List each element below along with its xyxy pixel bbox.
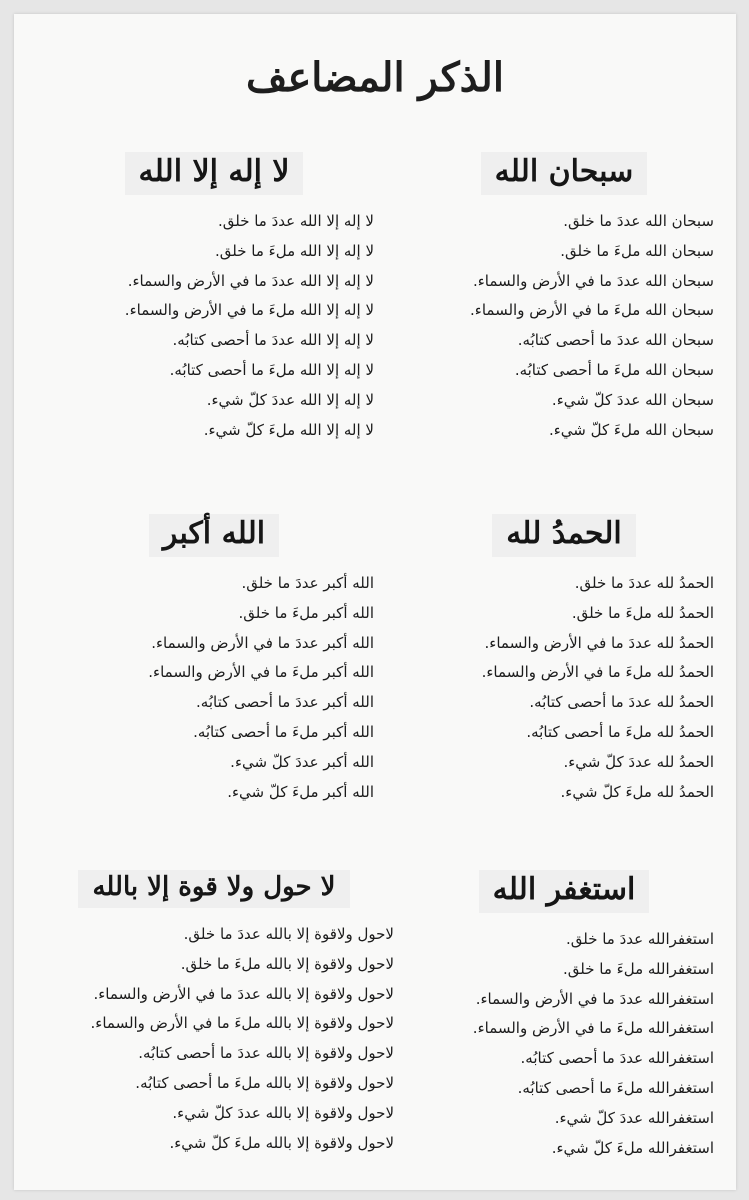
dhikr-list [414, 569, 714, 807]
dhikr-line: الله أكبر ملءَ ما أحصى كتابُه. [193, 722, 374, 741]
dhikr-list [34, 920, 394, 1158]
dhikr-line: لا إله إلا الله ملءَ ما أحصى كتابُه. [169, 360, 374, 379]
dhikr-line: الله أكبر ملءَ ما في الأرض والسماء. [148, 663, 374, 682]
dhikr-line: لاحول ولاقوة إلا بالله ملءَ ما في الأرض والسماء. [90, 1014, 394, 1033]
dhikr-line: الله أكبر عددَ كلّ شيء. [230, 752, 374, 771]
dhikr-line: سبحان الله عددَ ما في الأرض والسماء. [472, 271, 714, 290]
document-page [14, 14, 736, 1190]
dhikr-line: لا إله إلا الله عددَ ما خلق. [217, 212, 374, 230]
dhikr-line: استغفرالله ملءَ ما في الأرض والسماء. [472, 1019, 714, 1038]
section-la-hawla [34, 870, 394, 1158]
dhikr-line: الحمدُ لله ملءَ كلّ شيء. [560, 782, 714, 801]
section-la-ilaha-illallah [54, 152, 374, 445]
dhikr-list [414, 925, 714, 1163]
section-title: استغفر الله [479, 870, 650, 913]
dhikr-line: لاحول ولاقوة إلا بالله عددَ ما خلق. [183, 925, 394, 943]
dhikr-line: استغفرالله عددَ كلّ شيء. [554, 1108, 714, 1127]
dhikr-line: لا إله إلا الله عددَ ما أحصى كتابُه. [172, 331, 374, 350]
dhikr-line: الحمدُ لله عددَ ما في الأرض والسماء. [484, 633, 714, 652]
dhikr-line: لا إله إلا الله ملءَ كلّ شيء. [203, 420, 374, 439]
dhikr-list [54, 569, 374, 807]
dhikr-line: الله أكبر ملءَ كلّ شيء. [227, 782, 374, 801]
dhikr-line: استغفرالله عددَ ما أحصى كتابُه. [520, 1049, 714, 1068]
dhikr-line: استغفرالله عددَ ما خلق. [565, 930, 714, 948]
dhikr-line: الحمدُ لله عددَ كلّ شيء. [563, 752, 714, 771]
dhikr-line: الحمدُ لله عددَ ما خلق. [574, 574, 714, 592]
dhikr-line: استغفرالله عددَ ما في الأرض والسماء. [475, 989, 714, 1008]
dhikr-line: لاحول ولاقوة إلا بالله عددَ ما في الأرض والسماء. [93, 984, 394, 1003]
page-title: الذكر المضاعف [246, 54, 504, 101]
dhikr-line: استغفرالله ملءَ كلّ شيء. [551, 1138, 714, 1157]
dhikr-line: سبحان الله ملءَ ما خلق. [560, 241, 714, 260]
section-title: الله أكبر [149, 514, 279, 557]
section-title: الحمدُ لله [492, 514, 636, 557]
section-title: لا حول ولا قوة إلا بالله [78, 870, 349, 908]
dhikr-line: الله أكبر ملءَ ما خلق. [238, 603, 374, 622]
dhikr-line: لاحول ولاقوة إلا بالله ملءَ ما خلق. [180, 954, 394, 973]
dhikr-line: الله أكبر عددَ ما خلق. [241, 574, 374, 592]
dhikr-line: استغفرالله ملءَ ما أحصى كتابُه. [517, 1078, 714, 1097]
dhikr-list [414, 207, 714, 445]
dhikr-line: لا إله إلا الله ملءَ ما خلق. [215, 241, 374, 260]
dhikr-list [54, 207, 374, 445]
dhikr-line: لا إله إلا الله عددَ كلّ شيء. [206, 390, 374, 409]
dhikr-line: الله أكبر عددَ ما في الأرض والسماء. [151, 633, 374, 652]
section-title: لا إله إلا الله [125, 152, 304, 195]
section-subhan-allah [414, 152, 714, 445]
dhikr-line: سبحان الله ملءَ ما أحصى كتابُه. [514, 360, 714, 379]
section-allahu-akbar [54, 514, 374, 807]
dhikr-line: سبحان الله ملءَ كلّ شيء. [548, 420, 714, 439]
dhikr-line: الحمدُ لله ملءَ ما في الأرض والسماء. [481, 663, 714, 682]
dhikr-line: لاحول ولاقوة إلا بالله ملءَ ما أحصى كتابُه. [135, 1073, 394, 1092]
dhikr-line: لا إله إلا الله عددَ ما في الأرض والسماء. [127, 271, 374, 290]
dhikr-line: الحمدُ لله ملءَ ما أحصى كتابُه. [526, 722, 714, 741]
dhikr-line: لاحول ولاقوة إلا بالله عددَ كلّ شيء. [172, 1103, 394, 1122]
dhikr-line: سبحان الله عددَ كلّ شيء. [551, 390, 714, 409]
dhikr-line: سبحان الله ملءَ ما في الأرض والسماء. [470, 301, 714, 320]
dhikr-line: الحمدُ لله عددَ ما أحصى كتابُه. [529, 693, 714, 712]
dhikr-line: سبحان الله عددَ ما خلق. [563, 212, 714, 230]
dhikr-line: الله أكبر عددَ ما أحصى كتابُه. [196, 693, 374, 712]
section-title: سبحان الله [481, 152, 648, 195]
dhikr-line: سبحان الله عددَ ما أحصى كتابُه. [517, 331, 714, 350]
section-astaghfirullah [414, 870, 714, 1163]
dhikr-line: استغفرالله ملءَ ما خلق. [563, 959, 714, 978]
dhikr-line: لاحول ولاقوة إلا بالله عددَ ما أحصى كتابُه. [138, 1044, 394, 1063]
dhikr-line: لا إله إلا الله ملءَ ما في الأرض والسماء. [124, 301, 374, 320]
dhikr-line: لاحول ولاقوة إلا بالله ملءَ كلّ شيء. [169, 1133, 394, 1152]
section-alhamdulillah [414, 514, 714, 807]
dhikr-line: الحمدُ لله ملءَ ما خلق. [571, 603, 714, 622]
